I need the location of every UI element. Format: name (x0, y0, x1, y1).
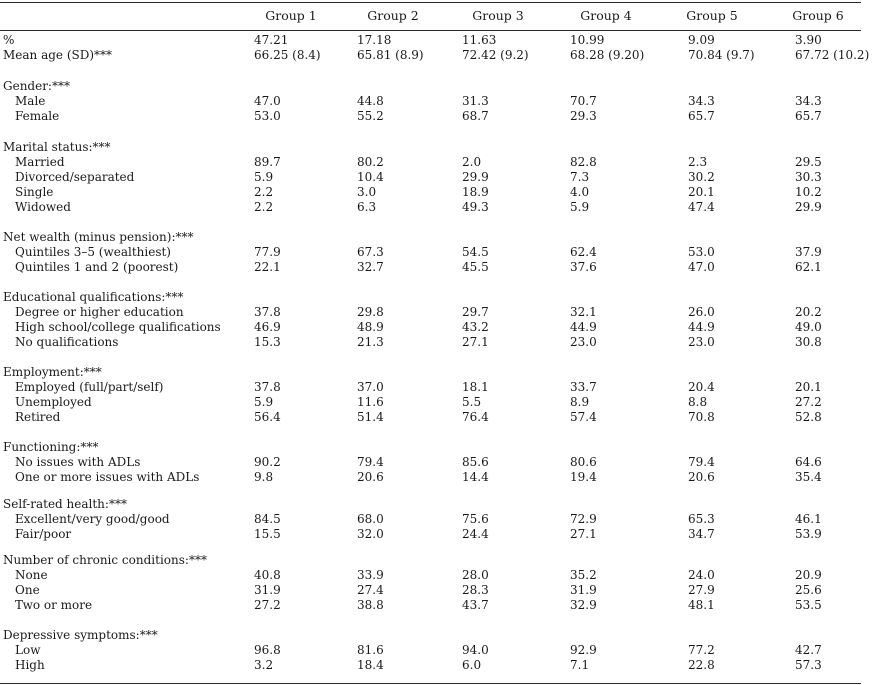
table-cell: 82.8 (570, 155, 597, 169)
table-cell: 66.25 (8.4) (254, 48, 321, 62)
table-cell: 68.0 (357, 512, 384, 526)
table-cell: 34.3 (795, 94, 822, 108)
table-cell: 11.63 (462, 33, 497, 47)
table-cell: 5.9 (254, 395, 274, 409)
table-cell: 43.2 (462, 320, 489, 334)
row-label: High (15, 658, 45, 672)
section-heading: Net wealth (minus pension):*** (3, 230, 194, 244)
table-cell: 38.8 (357, 598, 384, 612)
table-cell: 31.9 (570, 583, 597, 597)
table-cell: 2.3 (688, 155, 708, 169)
table-cell: 10.4 (357, 170, 384, 184)
table-cell: 53.0 (688, 245, 715, 259)
table-cell: 48.1 (688, 598, 715, 612)
table-cell: 9.09 (688, 33, 715, 47)
table-cell: 48.9 (357, 320, 384, 334)
table-cell: 42.7 (795, 643, 822, 657)
table-cell: 4.0 (570, 185, 590, 199)
row-label: None (15, 568, 48, 582)
row-label: Widowed (15, 200, 71, 214)
table-cell: 67.72 (10.2) (795, 48, 870, 62)
table-cell: 65.7 (795, 109, 822, 123)
table-cell: 55.2 (357, 109, 384, 123)
table-cell: 20.4 (688, 380, 715, 394)
table-cell: 80.6 (570, 455, 597, 469)
row-label: Divorced/separated (15, 170, 135, 184)
table-cell: 28.3 (462, 583, 489, 597)
section-heading: Self-rated health:*** (3, 497, 127, 511)
table-cell: 49.0 (795, 320, 822, 334)
table-cell: 24.0 (688, 568, 715, 582)
section-heading: Functioning:*** (3, 440, 99, 454)
table-cell: 27.2 (795, 395, 822, 409)
table-cell: 51.4 (357, 410, 384, 424)
column-header: Group 4 (580, 8, 632, 23)
row-label: Quintiles 3–5 (wealthiest) (15, 245, 171, 259)
table-cell: 64.6 (795, 455, 822, 469)
section-heading: Gender:*** (3, 79, 70, 93)
table-cell: 23.0 (688, 335, 715, 349)
table-cell: 53.5 (795, 598, 822, 612)
column-header: Group 1 (265, 8, 317, 23)
table-cell: 2.2 (254, 185, 274, 199)
table-cell: 72.9 (570, 512, 597, 526)
table-cell: 17.18 (357, 33, 392, 47)
table-cell: 2.2 (254, 200, 274, 214)
table-cell: 43.7 (462, 598, 489, 612)
row-label: One or more issues with ADLs (15, 470, 200, 484)
table-cell: 44.8 (357, 94, 384, 108)
table-cell: 27.1 (570, 527, 597, 541)
table-cell: 6.0 (462, 658, 482, 672)
table-cell: 31.9 (254, 583, 281, 597)
table-cell: 37.0 (357, 380, 384, 394)
table-cell: 49.3 (462, 200, 489, 214)
row-label: Quintiles 1 and 2 (poorest) (15, 260, 179, 274)
table-cell: 3.2 (254, 658, 274, 672)
bottom-rule (0, 683, 861, 684)
table-cell: 45.5 (462, 260, 489, 274)
row-label: % (3, 33, 15, 47)
table-cell: 67.3 (357, 245, 384, 259)
row-label: Degree or higher education (15, 305, 184, 319)
table-cell: 20.1 (795, 380, 822, 394)
table-cell: 92.9 (570, 643, 597, 657)
table-cell: 26.0 (688, 305, 715, 319)
table-cell: 52.8 (795, 410, 822, 424)
table-cell: 37.8 (254, 305, 281, 319)
table-cell: 80.2 (357, 155, 384, 169)
table-cell: 34.7 (688, 527, 715, 541)
table-cell: 30.8 (795, 335, 822, 349)
row-label: Employed (full/part/self) (15, 380, 164, 394)
table-cell: 32.9 (570, 598, 597, 612)
table-cell: 27.1 (462, 335, 489, 349)
section-heading: Marital status:*** (3, 140, 111, 154)
table-cell: 29.8 (357, 305, 384, 319)
table-cell: 56.4 (254, 410, 281, 424)
column-header: Group 6 (792, 8, 844, 23)
table-cell: 75.6 (462, 512, 489, 526)
top-rule (0, 2, 861, 3)
section-heading: Educational qualifications:*** (3, 290, 184, 304)
table-cell: 6.3 (357, 200, 377, 214)
table-cell: 9.8 (254, 470, 274, 484)
table-cell: 29.9 (462, 170, 489, 184)
table-cell: 35.2 (570, 568, 597, 582)
table-cell: 18.9 (462, 185, 489, 199)
table-cell: 62.1 (795, 260, 822, 274)
table-cell: 72.42 (9.2) (462, 48, 529, 62)
table-cell: 10.99 (570, 33, 605, 47)
table-cell: 44.9 (688, 320, 715, 334)
table-cell: 47.4 (688, 200, 715, 214)
table-cell: 23.0 (570, 335, 597, 349)
table-cell: 20.2 (795, 305, 822, 319)
table-cell: 65.3 (688, 512, 715, 526)
table-cell: 57.3 (795, 658, 822, 672)
table-cell: 32.1 (570, 305, 597, 319)
column-header: Group 2 (367, 8, 419, 23)
table-cell: 46.9 (254, 320, 281, 334)
table-cell: 29.5 (795, 155, 822, 169)
table-cell: 70.7 (570, 94, 597, 108)
table-cell: 20.1 (688, 185, 715, 199)
row-label: Mean age (SD)*** (3, 48, 113, 62)
table-cell: 94.0 (462, 643, 489, 657)
table-cell: 65.81 (8.9) (357, 48, 424, 62)
table-cell: 18.1 (462, 380, 489, 394)
table-cell: 8.9 (570, 395, 590, 409)
table-cell: 27.2 (254, 598, 281, 612)
table-cell: 33.7 (570, 380, 597, 394)
table-cell: 34.3 (688, 94, 715, 108)
table-cell: 68.28 (9.20) (570, 48, 645, 62)
table-cell: 70.8 (688, 410, 715, 424)
table-cell: 47.0 (254, 94, 281, 108)
table-cell: 79.4 (688, 455, 715, 469)
row-label: Single (15, 185, 54, 199)
table-cell: 11.6 (357, 395, 384, 409)
table-cell: 5.5 (462, 395, 482, 409)
table-cell: 96.8 (254, 643, 281, 657)
table-cell: 47.21 (254, 33, 289, 47)
table-cell: 22.1 (254, 260, 281, 274)
table-cell: 70.84 (9.7) (688, 48, 755, 62)
table-cell: 53.9 (795, 527, 822, 541)
table-cell: 22.8 (688, 658, 715, 672)
table-cell: 20.6 (688, 470, 715, 484)
table-cell: 14.4 (462, 470, 489, 484)
table-cell: 46.1 (795, 512, 822, 526)
row-label: One (15, 583, 40, 597)
table-cell: 54.5 (462, 245, 489, 259)
table-cell: 65.7 (688, 109, 715, 123)
table-cell: 47.0 (688, 260, 715, 274)
row-label: High school/college qualifications (15, 320, 221, 334)
table-cell: 53.0 (254, 109, 281, 123)
row-label: No issues with ADLs (15, 455, 141, 469)
column-header: Group 3 (472, 8, 524, 23)
table-cell: 7.3 (570, 170, 590, 184)
table-cell: 79.4 (357, 455, 384, 469)
table-cell: 84.5 (254, 512, 281, 526)
table-cell: 27.4 (357, 583, 384, 597)
table-cell: 62.4 (570, 245, 597, 259)
table-cell: 44.9 (570, 320, 597, 334)
table-cell: 90.2 (254, 455, 281, 469)
table-cell: 85.6 (462, 455, 489, 469)
table-cell: 21.3 (357, 335, 384, 349)
table-cell: 28.0 (462, 568, 489, 582)
row-label: Female (15, 109, 60, 123)
table-cell: 31.3 (462, 94, 489, 108)
row-label: Male (15, 94, 46, 108)
table-cell: 81.6 (357, 643, 384, 657)
section-heading: Employment:*** (3, 365, 102, 379)
row-label: Married (15, 155, 65, 169)
table-cell: 76.4 (462, 410, 489, 424)
table-cell: 3.90 (795, 33, 822, 47)
table-cell: 15.3 (254, 335, 281, 349)
table-cell: 27.9 (688, 583, 715, 597)
row-label: Low (15, 643, 41, 657)
table-cell: 29.9 (795, 200, 822, 214)
table-cell: 89.7 (254, 155, 281, 169)
table-cell: 15.5 (254, 527, 281, 541)
table-cell: 5.9 (570, 200, 590, 214)
table-cell: 3.0 (357, 185, 377, 199)
table-cell: 30.2 (688, 170, 715, 184)
column-header: Group 5 (686, 8, 738, 23)
table-cell: 32.0 (357, 527, 384, 541)
table-cell: 29.7 (462, 305, 489, 319)
table-cell: 37.6 (570, 260, 597, 274)
table-cell: 77.9 (254, 245, 281, 259)
table-cell: 57.4 (570, 410, 597, 424)
row-label: Unemployed (15, 395, 92, 409)
table-cell: 40.8 (254, 568, 281, 582)
table-cell: 20.9 (795, 568, 822, 582)
table-cell: 77.2 (688, 643, 715, 657)
table-cell: 2.0 (462, 155, 482, 169)
table-cell: 18.4 (357, 658, 384, 672)
table-cell: 20.6 (357, 470, 384, 484)
row-label: No qualifications (15, 335, 119, 349)
table-cell: 8.8 (688, 395, 708, 409)
table-cell: 19.4 (570, 470, 597, 484)
table-cell: 25.6 (795, 583, 822, 597)
table-cell: 37.9 (795, 245, 822, 259)
row-label: Two or more (15, 598, 93, 612)
table-cell: 32.7 (357, 260, 384, 274)
table-cell: 10.2 (795, 185, 822, 199)
table-cell: 68.7 (462, 109, 489, 123)
table-cell: 30.3 (795, 170, 822, 184)
header-rule (0, 30, 861, 31)
section-heading: Number of chronic conditions:*** (3, 553, 207, 567)
table-cell: 37.8 (254, 380, 281, 394)
row-label: Retired (15, 410, 61, 424)
row-label: Fair/poor (15, 527, 72, 541)
table-cell: 7.1 (570, 658, 590, 672)
table-cell: 5.9 (254, 170, 274, 184)
table-cell: 33.9 (357, 568, 384, 582)
table-cell: 24.4 (462, 527, 489, 541)
table-cell: 29.3 (570, 109, 597, 123)
section-heading: Depressive symptoms:*** (3, 628, 158, 642)
row-label: Excellent/very good/good (15, 512, 170, 526)
table-cell: 35.4 (795, 470, 822, 484)
